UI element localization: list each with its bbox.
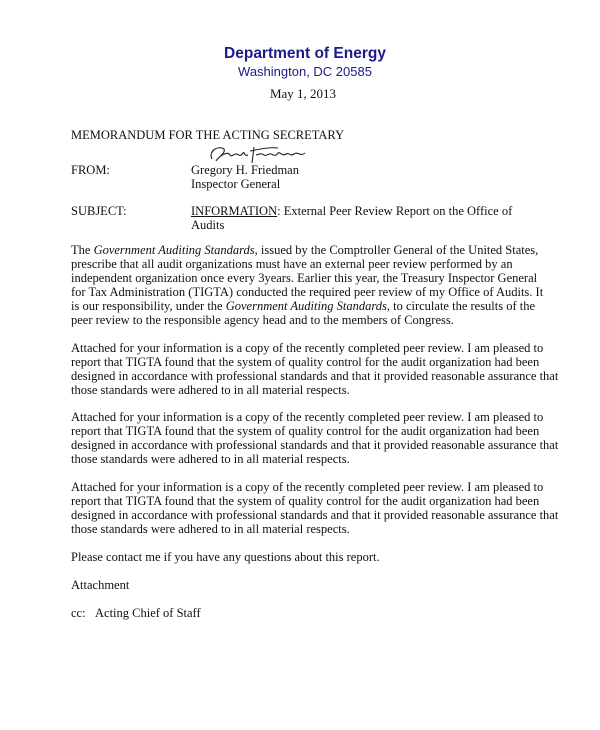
cc-recipient: Acting Chief of Staff <box>95 606 201 620</box>
paragraph-line: peer review to the responsible agency head and to the members of Congress. <box>71 313 454 327</box>
from-title: Inspector General <box>191 177 281 191</box>
subject-tag: INFORMATION <box>191 204 278 218</box>
subject-line-2: Audits <box>191 218 225 232</box>
subject-line-1 <box>191 204 512 218</box>
paragraph-3 <box>71 410 559 466</box>
paragraph-line: report that TIGTA found that the system of quality control for the audit organization had been <box>71 424 540 438</box>
paragraph-line: is our responsibility, under the Government Auditing Standards, to circulate the results of the <box>71 299 536 313</box>
department-heading: Department of Energy <box>224 45 386 62</box>
paragraph-1 <box>71 243 551 327</box>
attachment-label: Attachment <box>71 578 130 592</box>
subject-text: : External Peer Review Report on the Office of <box>277 204 513 218</box>
paragraph-line: designed in accordance with professional standards and that it provided reasonable assurance that <box>71 369 559 383</box>
contact-line: Please contact me if you have any questions about this report. <box>71 550 380 564</box>
paragraph-line: Attached for your information is a copy of the recently completed peer review. I am pleased to <box>71 341 544 355</box>
paragraph-line: those standards were adhered to in all material respects. <box>71 452 350 466</box>
paragraph-line: The Government Auditing Standards, issued by the Comptroller General of the United States, <box>71 243 539 257</box>
paragraph-line: report that TIGTA found that the system of quality control for the audit organization had been <box>71 494 540 508</box>
paragraph-line: prescribe that all audit organizations must have an external peer review performed by an <box>71 257 513 271</box>
paragraph-4 <box>71 480 559 536</box>
paragraph-line: designed in accordance with professional standards and that it provided reasonable assurance that <box>71 508 559 522</box>
department-address: Washington, DC 20585 <box>238 64 372 79</box>
paragraph-line: independent organization once every 3years. Earlier this year, the Treasury Inspector General <box>71 271 538 285</box>
memo-date: May 1, 2013 <box>269 86 337 101</box>
paragraph-line: for Tax Administration (TIGTA) conducted the required peer review of my Office of Audits. It <box>71 285 544 299</box>
paragraph-2 <box>71 341 559 397</box>
paragraph-line: those standards were adhered to in all material respects. <box>71 383 350 397</box>
paragraph-line: designed in accordance with professional standards and that it provided reasonable assurance that <box>71 438 559 452</box>
paragraph-line: those standards were adhered to in all material respects. <box>71 522 350 536</box>
from-label: FROM: <box>71 163 110 177</box>
from-name: Gregory H. Friedman <box>191 163 299 177</box>
paragraph-line: Attached for your information is a copy of the recently completed peer review. I am pleased to <box>71 410 544 424</box>
cc-label: cc: <box>71 606 86 620</box>
subject-label: SUBJECT: <box>71 204 127 218</box>
paragraph-line: Attached for your information is a copy of the recently completed peer review. I am pleased to <box>71 480 544 494</box>
paragraph-line: report that TIGTA found that the system of quality control for the audit organization had been <box>71 355 540 369</box>
memo-to-line: MEMORANDUM FOR THE ACTING SECRETARY <box>71 128 345 142</box>
